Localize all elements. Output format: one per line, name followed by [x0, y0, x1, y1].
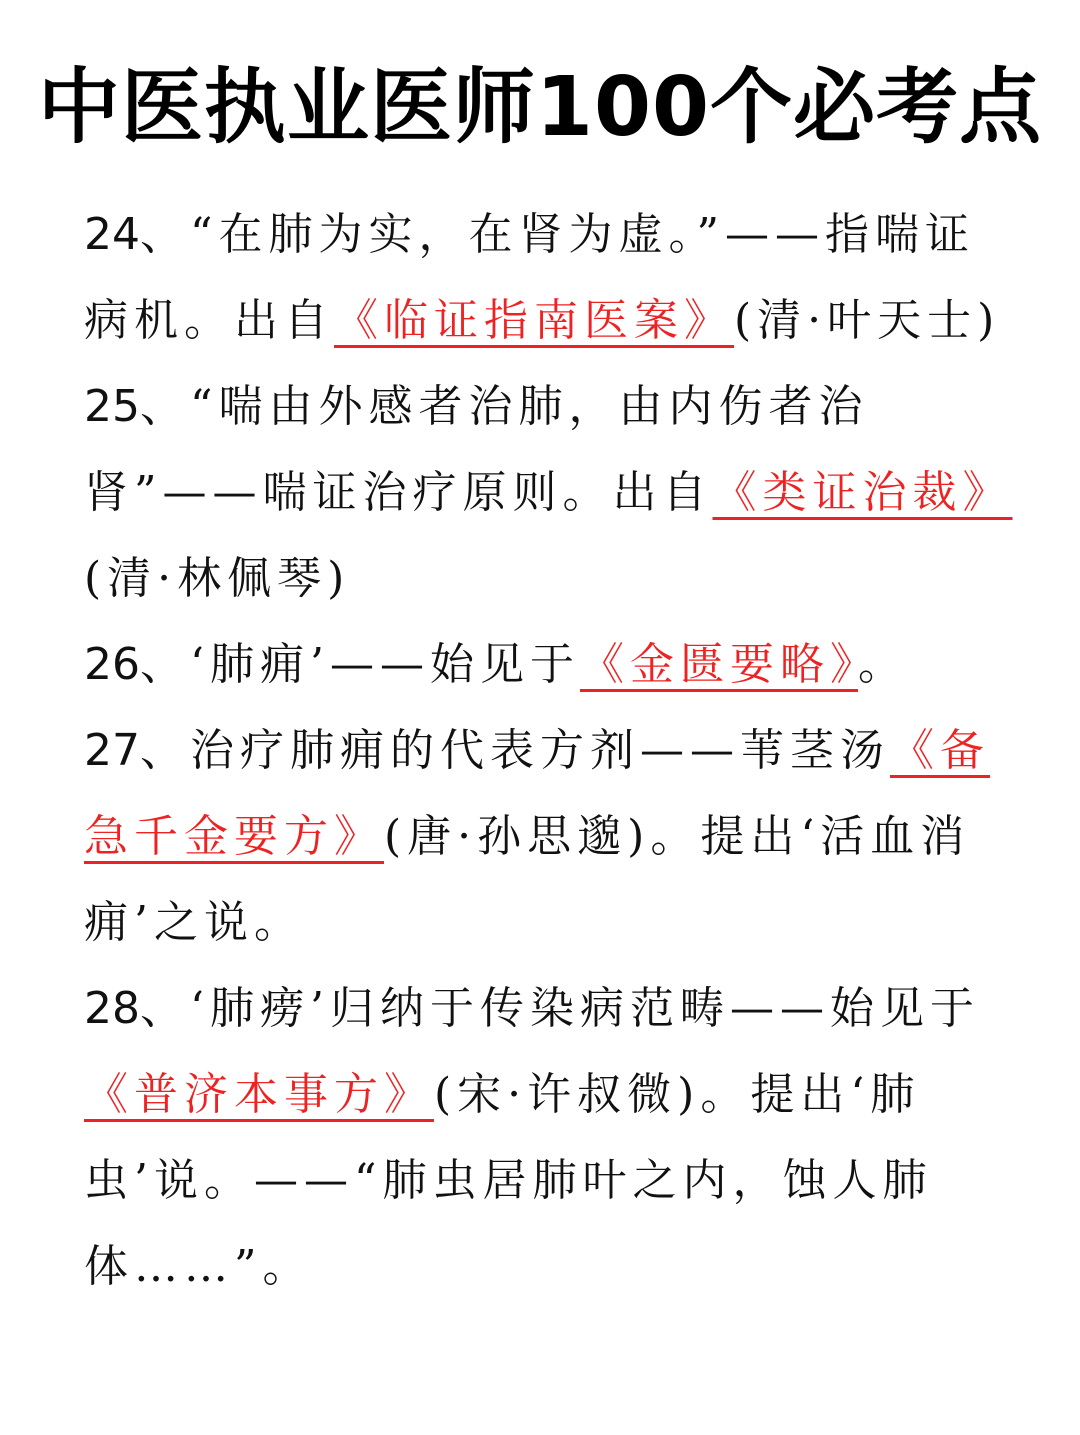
book-title: 《备急千金要方》 — [84, 725, 990, 862]
entry-source: (唐·孙思邈)。提出‘活血消痈’之说。 — [84, 811, 971, 948]
entry-number: 24 — [84, 209, 140, 260]
entry-source: (清·叶天士) — [734, 295, 1001, 346]
entry-27 — [84, 708, 1024, 966]
entry-text: 、治疗肺痈的代表方剂——苇茎汤 — [140, 725, 890, 776]
book-title: 《临证指南医案》 — [334, 295, 734, 346]
entry-number: 25 — [84, 381, 140, 432]
entry-text: 、“在肺为实，在肾为虚。”——指喘证病机。出自 — [84, 209, 975, 346]
book-title: 《普济本事方》 — [84, 1069, 434, 1120]
entry-source: (宋·许叔微)。提出‘肺虫’说。——“肺虫居肺叶之内，蚀人肺体……”。 — [84, 1069, 933, 1292]
book-title: 《金匮要略》 — [579, 639, 858, 690]
entry-25 — [84, 364, 1024, 622]
entry-source: 。 — [857, 639, 908, 690]
book-title: 《类证治裁》 — [712, 467, 1013, 518]
entry-number: 27 — [84, 725, 140, 776]
page-title: 中医执业医师100个必考点 — [37, 60, 1043, 155]
content-body — [84, 192, 1024, 1310]
entry-text: 、‘肺痨’归纳于传染病范畴——始见于 — [140, 983, 980, 1034]
entry-24 — [84, 192, 1024, 364]
entry-source: (清·林佩琴) — [84, 553, 351, 604]
entry-number: 26 — [84, 639, 140, 690]
entry-28 — [84, 966, 1024, 1310]
entry-number: 28 — [84, 983, 140, 1034]
entry-text: 、“喘由外感者治肺，由内伤者治肾”——喘证治疗原则。出自 — [84, 381, 869, 518]
entry-26 — [84, 622, 1024, 708]
entry-text: 、‘肺痈’——始见于 — [140, 639, 580, 690]
